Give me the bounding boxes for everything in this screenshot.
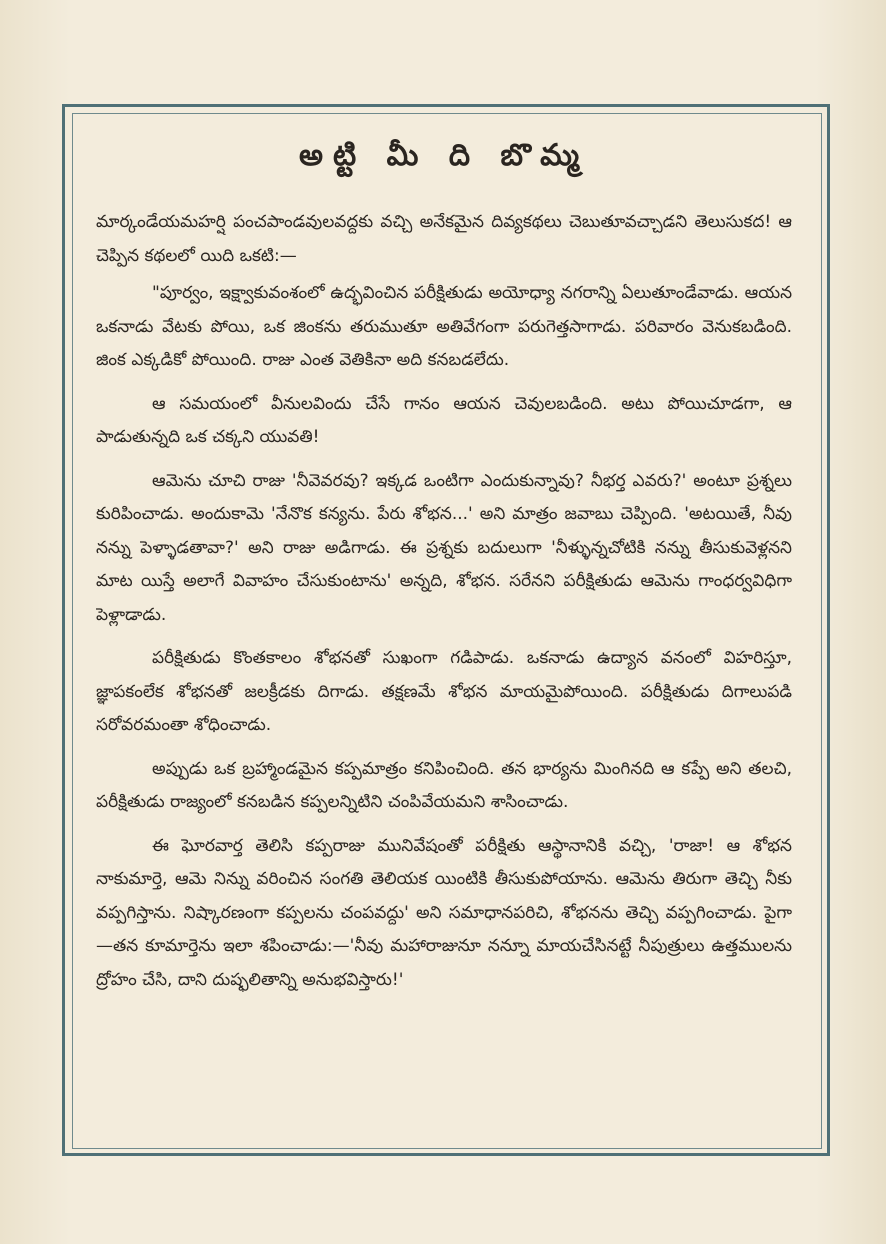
paragraph-intro: మార్కండేయమహర్షి పంచపాండవులవద్దకు వచ్చి అనేకమైన దివ్యకథలు చెబుతూవచ్చాడని తెలుసుకద! ఆ చెప్పిన కథలలో యిది ఒకటి:— — [96, 212, 792, 266]
paragraph-3: ఆమెను చూచి రాజు 'నీవెవరవు? ఇక్కడ ఒంటిగా ఎందుకున్నావు? నీభర్త ఎవరు?' అంటూ ప్రశ్నలు కురిపించాడు. అందుకామె 'నేనొక కన్యను. పేరు శోభన...' అని మాత్రం జవాబు చెప్పింది. 'అటయితే, నీవు నన్ను పెళ్ళాడతావా?' అని రాజు అడిగాడు. ఈ ప్రశ్నకు బదులుగా 'నీళ్ళున్నచోటికి నన్ను తీసుకువెళ్లనని మాట యిస్తే అలాగే వివాహం చేసుకుంటాను' అన్నది, శోభన. సరేనని పరీక్షితుడు ఆమెను గాంధర్వవిధిగా పెళ్లాడాడు. — [96, 470, 792, 625]
paragraph-1: "పూర్వం, ఇక్ష్వాకువంశంలో ఉద్భవించిన పరీక్షితుడు అయోధ్యా నగరాన్ని ఏలుతూండేవాడు. ఆయన ఒకనాడు వేటకు పోయి, ఒక జింకను తరుముతూ అతివేగంగా పరుగెత్తసాగాడు. పరివారం వెనుకబడింది. జింక ఎక్కడికో పోయింది. రాజు ఎంత వెతికినా అది కనబడలేదు. — [96, 283, 792, 370]
paragraph-4: పరీక్షితుడు కొంతకాలం శోభనతో సుఖంగా గడిపాడు. ఒకనాడు ఉద్యాన వనంలో విహరిస్తూ, జ్ఞాపకంలేక శోభనతో జలక్రీడకు దిగాడు. తక్షణమే శోభన మాయమైపోయింది. పరీక్షితుడు దిగాలుపడి సరోవరమంతా శోధించాడు. — [96, 648, 792, 735]
story-title: అట్టి మీ ది బొమ్మ — [299, 138, 589, 173]
paragraph-5: అప్పుడు ఒక బ్రహ్మాండమైన కప్పమాత్రం కనిపించింది. తన భార్యను మింగినది ఆ కప్పే అని తలచి, పరీక్షితుడు రాజ్యంలో కనబడిన కప్పలన్నిటిని చంపివేయమని శాసించాడు. — [96, 758, 792, 812]
story-body — [96, 132, 792, 1132]
paragraph-6: ఈ ఘోరవార్త తెలిసి కప్పరాజు మునివేషంతో పరీక్షితు ఆస్థానానికి వచ్చి, 'రాజా! ఆ శోభన నాకుమార్తె, ఆమె నిన్ను వరించిన సంగతి తెలియక యింటికి తీసుకుపోయాను. ఆమెను తిరుగా తెచ్చి నీకు వప్పగిస్తాను. నిష్కారణంగా కప్పలను చంపవద్దు' అని సమాధానపరిచి, శోభనను తెచ్చి వప్పగించాడు. పైగా—తన కూమార్తెను ఇలా శపించాడు:—'నీవు మహారాజునూ నన్నూ మాయచేసినట్టే నీపుత్రులు ఉత్తములను ద్రోహం చేసి, దాని దుష్ఫలితాన్ని అనుభవిస్తారు!' — [96, 835, 792, 990]
paragraph-2: ఆ సమయంలో వీనులవిందు చేసే గానం ఆయన చెవులబడింది. అటు పోయిచూడగా, ఆ పాడుతున్నది ఒక చక్కని యువతి! — [96, 393, 792, 447]
